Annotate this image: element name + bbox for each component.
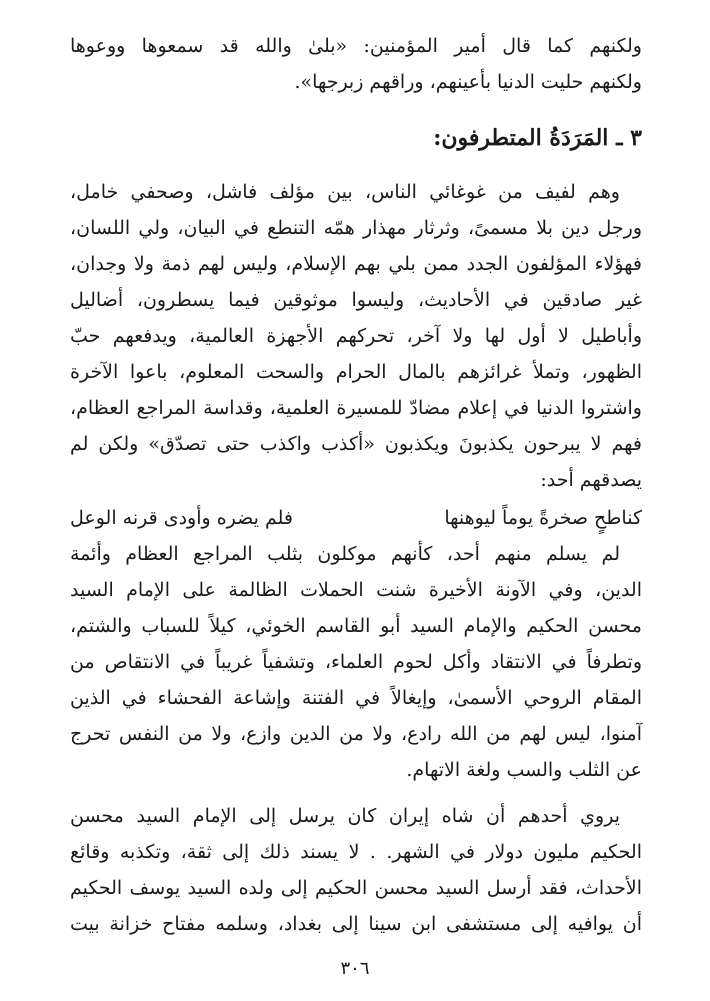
text-line: ولكنهم حليت الدنيا بأعينهم، وراقهم زبرجها».	[294, 71, 642, 93]
text-line: المقام الروحي الأسمىٰ، وإيغالاً في الفتنة وإشاعة الفحشاء في الذين	[70, 687, 642, 709]
text-line: محسن الحكيم والإمام السيد أبو القاسم الخوئي، كيلاً للسباب والشتم،	[70, 615, 642, 637]
text-line: ولكنهم كما قال أمير المؤمنين: «بلىٰ والله قد سمعوها ووعوها	[70, 35, 642, 57]
text-line: لم يسلم منهم أحد، كأنهم موكلون بثلب المراجع العظام وأئمة	[70, 543, 620, 565]
text-line: الأحداث، فقد أرسل السيد محسن الحكيم إلى ولده السيد يوسف الحكيم	[70, 877, 642, 899]
text-line: وأباطيل لا أول لها ولا آخر، تحركهم الأجهزة العالمية، ويدفعهم حبّ	[70, 325, 642, 347]
text-line: آمنوا، ليس لهم من الله رادع، ولا من الدين وازع، ولا من النفس تحرج	[70, 723, 642, 745]
page-number: ٣٠٦	[340, 958, 370, 979]
text-line: غير صادقين في الأحاديث، وليسوا موثوقين فيما يسطرون، أضاليل	[70, 289, 642, 311]
text-line: يروي أحدهم أن شاه إيران كان يرسل إلى الإمام السيد محسن	[70, 805, 620, 827]
text-line: ورجل دين بلا مسمىً، وثرثار مهذار همّه التنطع في البيان، ولي اللسان،	[70, 217, 642, 239]
text-line: وهم لفيف من غوغائي الناس، بين مؤلف فاشل، وصحفي خامل،	[70, 181, 620, 203]
verse-second-hemistich: فلم يضره وأودى قرنه الوعل	[70, 507, 293, 529]
text-line: الدين، وفي الآونة الأخيرة شنت الحملات الظالمة على الإمام السيد	[70, 579, 642, 601]
text-line: الحكيم مليون دولار في الشهر. . لا يسند ذلك إلى ثقة، وتكذبه وقائع	[70, 841, 642, 863]
poetry-verse	[70, 500, 642, 536]
section-heading: ٣ ـ المَرَدَةُ المتطرفون:	[433, 125, 642, 151]
text-line: عن الثلب والسب ولغة الاتهام.	[406, 759, 642, 781]
text-line: فهم لا يبرحون يكذبونَ ويكذبون «أكذب واكذب حتى تصدّق» ولكن لم	[70, 433, 642, 455]
text-line: فهؤلاء المؤلفون الجدد ممن بلي بهم الإسلام، وليس لهم ذمة ولا وجدان،	[70, 253, 642, 275]
text-line: يصدقهم أحد:	[540, 469, 642, 491]
text-line: وتطرفاً في الانتقاد وأكل لحوم العلماء، وتشفياً غريباً في الانتقاص من	[70, 651, 642, 673]
text-line: واشتروا الدنيا في إعلام مضادّ للمسيرة العلمية، وقداسة المراجع العظام،	[70, 397, 642, 419]
verse-first-hemistich: كناطحٍ صخرةً يوماً ليوهنها	[444, 507, 642, 529]
text-line: الظهور، وتملأ غرائزهم بالمال الحرام والسحت المعلوم، باعوا الآخرة	[70, 361, 642, 383]
text-line: أن يوافيه إلى مستشفى ابن سينا إلى بغداد، وسلمه مفتاح خزانة بيت	[70, 913, 642, 935]
